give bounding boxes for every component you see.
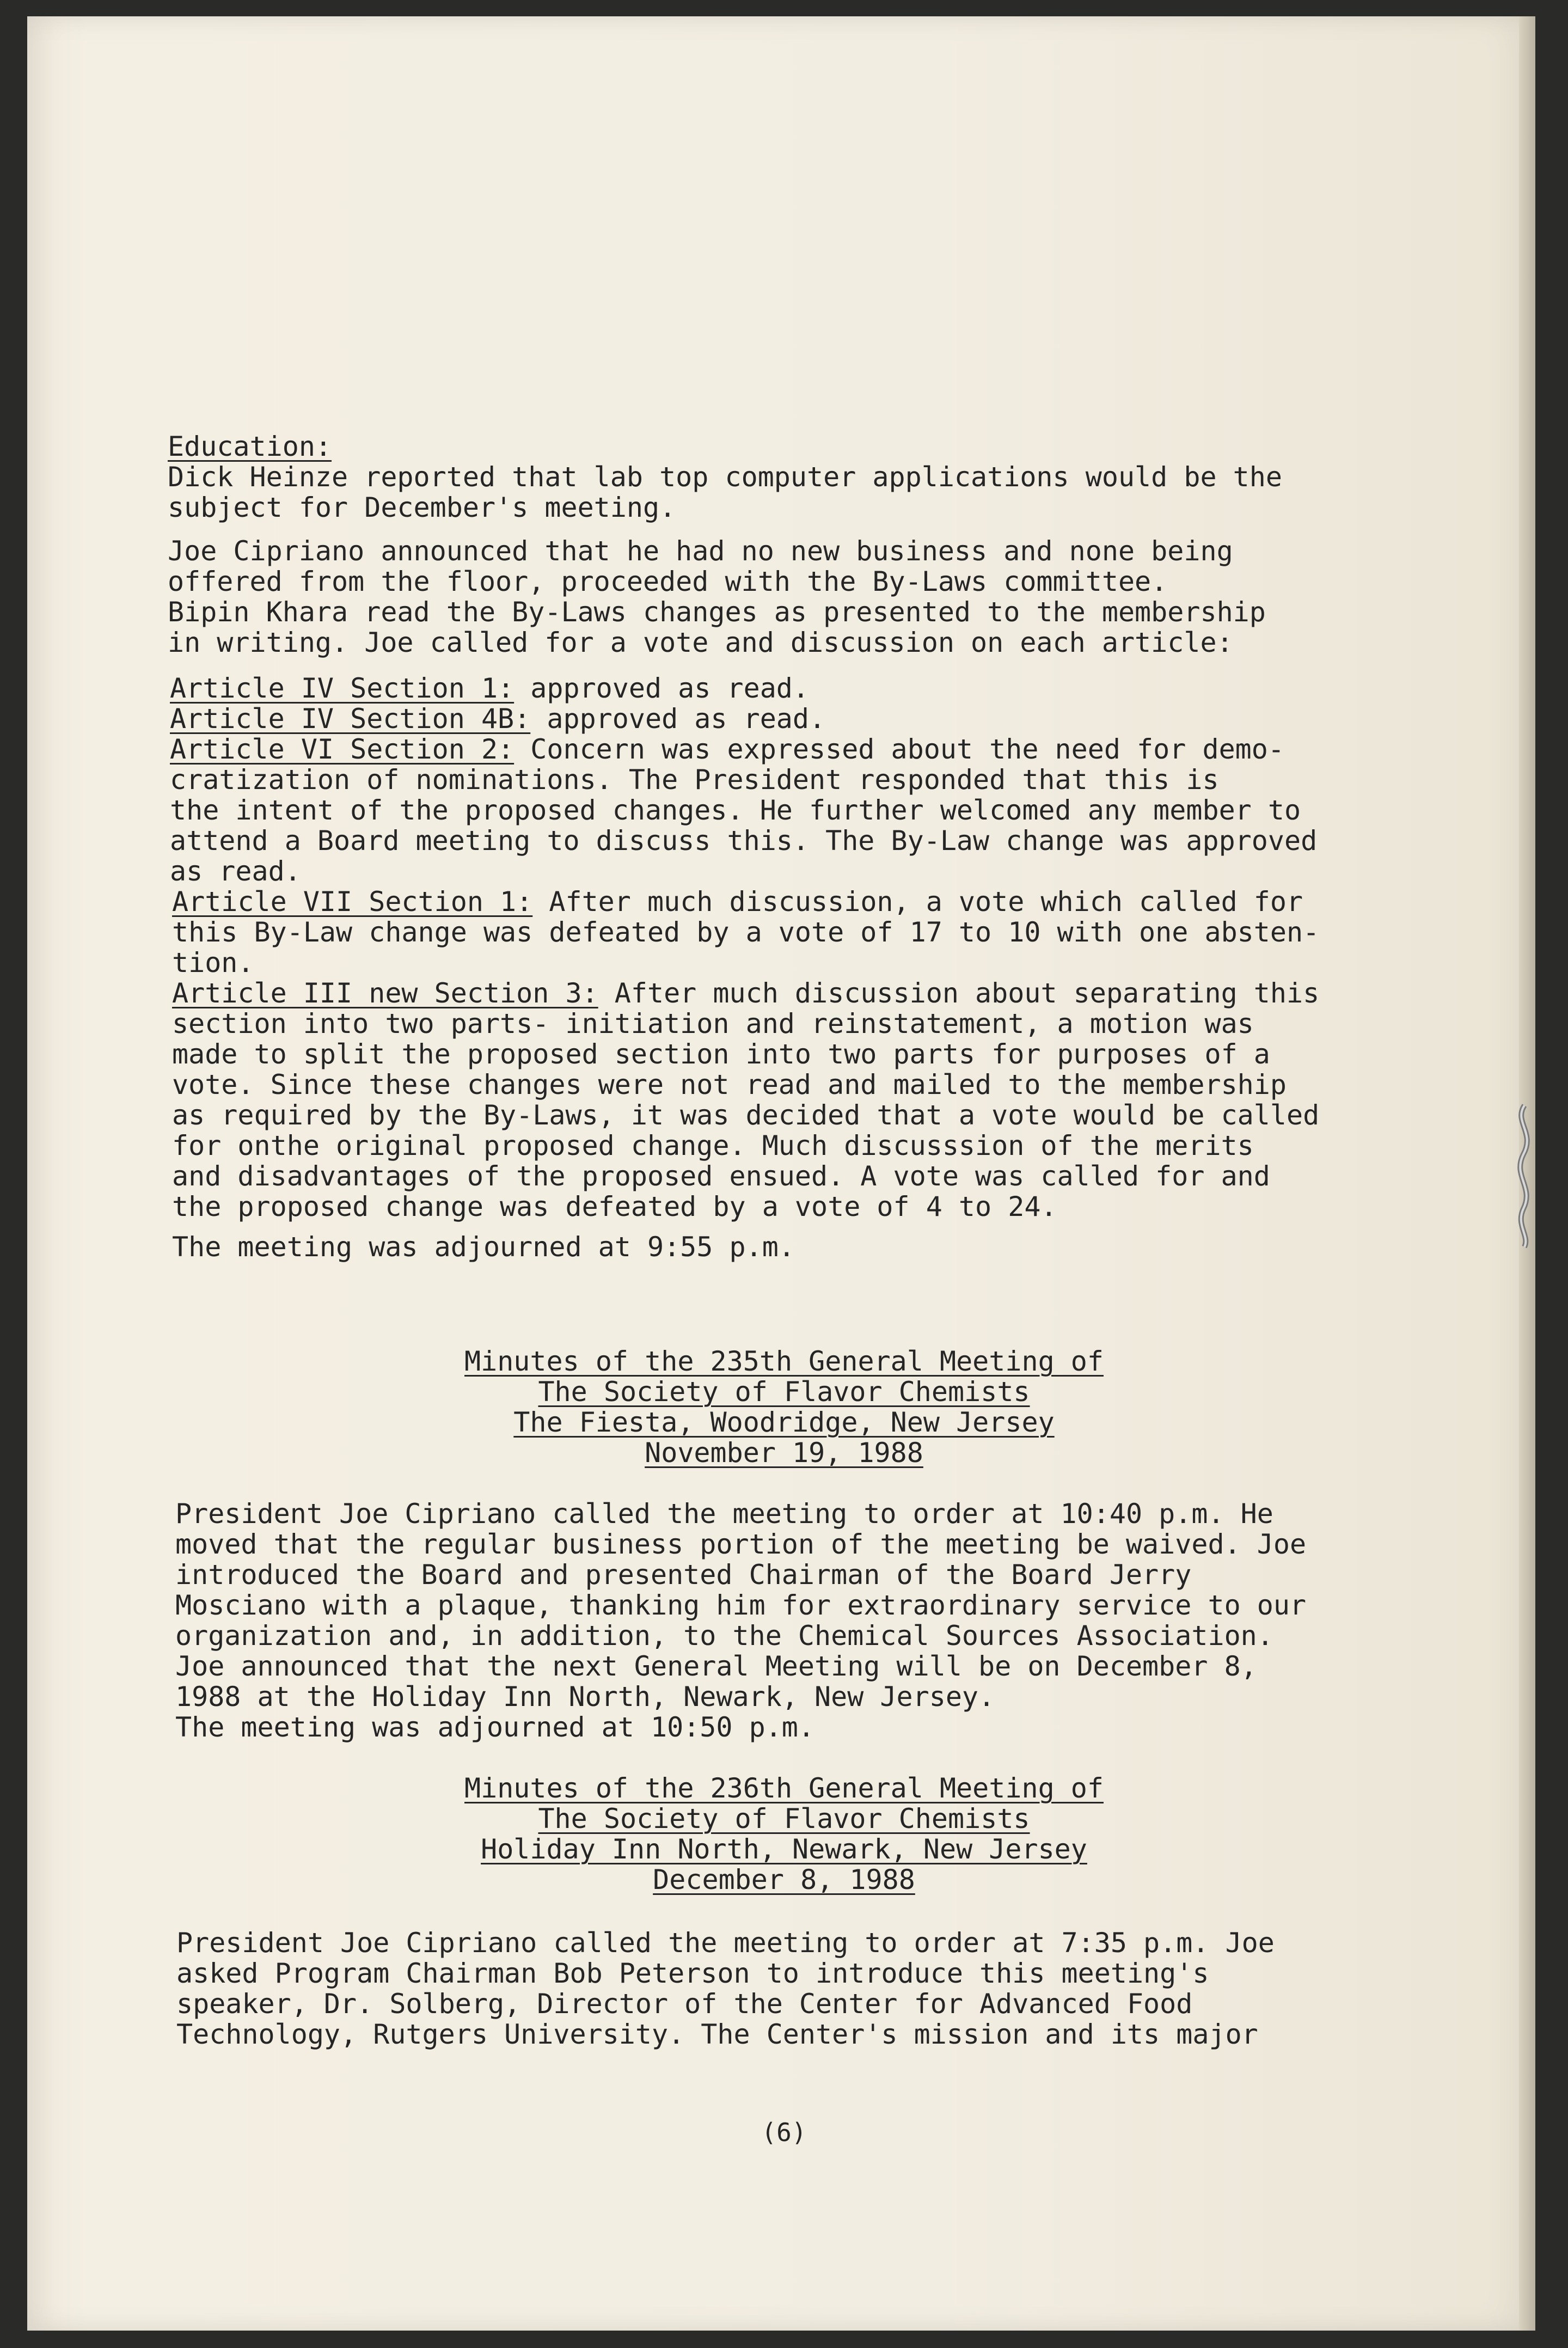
page-number-wrap xyxy=(0,2117,1568,2148)
article-label: Article IV Section 1: xyxy=(170,672,514,704)
title-line: The Fiesta, Woodridge, New Jersey xyxy=(513,1407,1055,1438)
article-line: and disadvantages of the proposed ensued. A vote was called for and xyxy=(172,1160,1270,1192)
article-line: tion. xyxy=(172,947,254,979)
article-iv-4b xyxy=(170,704,825,734)
minutes-235-title xyxy=(0,1346,1568,1377)
minutes-236-line: President Joe Cipriano called the meeting to order at 7:35 p.m. Joe xyxy=(176,1927,1275,1959)
title-line: Holiday Inn North, Newark, New Jersey xyxy=(481,1833,1087,1865)
minutes-235-title xyxy=(0,1377,1568,1407)
minutes-235-title xyxy=(0,1407,1568,1438)
staple-icon xyxy=(1508,1100,1541,1252)
article-line: made to split the proposed section into two parts for purposes of a xyxy=(172,1038,1270,1070)
article-text: After much discussion, a vote which called for xyxy=(532,886,1303,918)
article-vi-2 xyxy=(170,734,1284,765)
article-line: attend a Board meeting to discuss this. The By-Law change was approved xyxy=(170,825,1318,857)
minutes-235-line: President Joe Cipriano called the meeting to order at 10:40 p.m. He xyxy=(175,1498,1273,1530)
article-label: Article VII Section 1: xyxy=(172,886,533,918)
article-line: cratization of nominations. The President responded that this is xyxy=(170,764,1219,796)
title-line: November 19, 1988 xyxy=(645,1437,923,1469)
article-line: for onthe original proposed change. Much discusssion of the merits xyxy=(172,1130,1254,1161)
title-line: Minutes of the 235th General Meeting of xyxy=(464,1346,1104,1377)
para2-line: Joe Cipriano announced that he had no new business and none being xyxy=(168,535,1233,567)
minutes-236-line: speaker, Dr. Solberg, Director of the Center for Advanced Food xyxy=(176,1988,1193,2020)
minutes-236-line: asked Program Chairman Bob Peterson to introduce this meeting's xyxy=(176,1958,1209,1989)
article-iv-1 xyxy=(170,673,809,704)
para2-line: Bipin Khara read the By-Laws changes as presented to the membership xyxy=(168,596,1266,628)
article-line: the intent of the proposed changes. He further welcomed any member to xyxy=(170,794,1301,826)
minutes-235-line: Mosciano with a plaque, thanking him for extraordinary service to our xyxy=(175,1589,1307,1621)
para2-line: in writing. Joe called for a vote and discussion on each article: xyxy=(168,627,1233,658)
article-line: vote. Since these changes were not read and mailed to the membership xyxy=(172,1069,1287,1100)
title-line: December 8, 1988 xyxy=(653,1864,915,1895)
minutes-235-line: 1988 at the Holiday Inn North, Newark, New Jersey. xyxy=(175,1681,995,1713)
minutes-235-line: The meeting was adjourned at 10:50 p.m. xyxy=(175,1711,814,1743)
article-line: the proposed change was defeated by a vote of 4 to 24. xyxy=(172,1191,1057,1222)
article-line: this By-Law change was defeated by a vote of 17 to 10 with one absten- xyxy=(172,916,1320,948)
article-vii-1 xyxy=(172,886,1303,917)
article-text: After much discussion about separating this xyxy=(598,977,1320,1009)
title-line: Minutes of the 236th General Meeting of xyxy=(464,1772,1104,1804)
article-text: Concern was expressed about the need for demo- xyxy=(514,733,1284,765)
title-line: The Society of Flavor Chemists xyxy=(538,1376,1030,1408)
para1-line: subject for December's meeting. xyxy=(168,492,676,523)
article-text: approved as read. xyxy=(530,703,826,735)
article-iii-3 xyxy=(172,978,1319,1008)
para2-line: offered from the floor, proceeded with the By-Laws committee. xyxy=(168,566,1168,597)
minutes-235-title xyxy=(0,1438,1568,1468)
minutes-236-title xyxy=(0,1834,1568,1864)
article-label: Article IV Section 4B: xyxy=(170,703,531,735)
minutes-236-title xyxy=(0,1773,1568,1803)
article-line: as required by the By-Laws, it was decided that a vote would be called xyxy=(172,1099,1320,1131)
minutes-235-line: introduced the Board and presented Chairman of the Board Jerry xyxy=(175,1559,1192,1591)
minutes-236-line: Technology, Rutgers University. The Center's mission and its major xyxy=(176,2019,1258,2050)
article-label: Article VI Section 2: xyxy=(170,733,514,765)
adjourn-line: The meeting was adjourned at 9:55 p.m. xyxy=(172,1231,795,1263)
article-text: approved as read. xyxy=(514,672,810,704)
education-heading: Education: xyxy=(168,431,332,462)
article-line: as read. xyxy=(170,855,301,887)
article-label: Article III new Section 3: xyxy=(172,977,598,1009)
minutes-235-line: organization and, in addition, to the Chemical Sources Association. xyxy=(175,1620,1273,1652)
page-number: (6) xyxy=(761,2118,807,2147)
article-line: section into two parts- initiation and reinstatement, a motion was xyxy=(172,1008,1254,1040)
minutes-235-line: Joe announced that the next General Meeting will be on December 8, xyxy=(175,1650,1257,1682)
minutes-236-title xyxy=(0,1803,1568,1834)
minutes-235-line: moved that the regular business portion of the meeting be waived. Joe xyxy=(175,1528,1307,1560)
minutes-236-title xyxy=(0,1864,1568,1895)
para1-line: Dick Heinze reported that lab top computer applications would be the xyxy=(168,461,1282,493)
title-line: The Society of Flavor Chemists xyxy=(538,1803,1030,1835)
